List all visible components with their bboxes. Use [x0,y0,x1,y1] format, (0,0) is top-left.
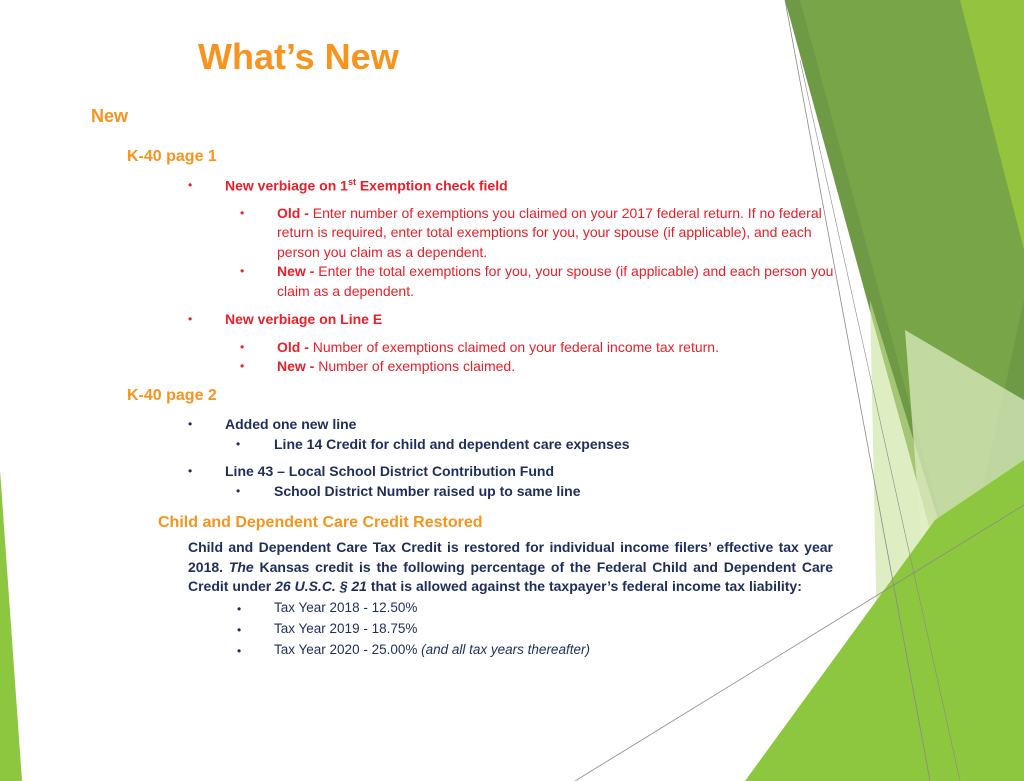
tax-year-2019: Tax Year 2019 - 18.75% [274,621,418,636]
line-e-item: New verbiage on Line E [225,311,383,327]
new-label: New - [277,263,319,279]
line-e-old [277,339,719,355]
exemption-label-a: New verbiage on 1 [225,177,348,194]
k40-page2-heading: K-40 page 2 [127,387,217,404]
exemption-label-sup: st [347,177,356,187]
credit-para-a: Child and Dependent Care Tax Credit is restored for individual income filers’ effective tax year 2018. [188,539,833,575]
line14-item: Line 14 Credit for child and dependent care expenses [274,436,630,452]
bullet: • [188,417,193,431]
tax-year-note: (and all tax years thereafter) [421,642,590,657]
left-green-sliver [0,470,22,781]
old-label: Old - [277,205,313,221]
bullet: • [240,340,245,354]
bullet: • [236,484,241,498]
school-district-item: School District Number raised up to same line [274,483,581,499]
old-exemption-line1 [277,205,822,221]
exemption-field-item [225,177,508,194]
bullet: • [240,206,245,220]
slide-title: What’s New [198,36,399,77]
k40-page1-heading: K-40 page 1 [127,148,217,165]
bullet: • [240,264,245,278]
line43-item: Line 43 – Local School District Contribution Fund [225,463,555,479]
credit-para-c: that is allowed against the taxpayer’s federal income tax liability: [366,578,802,594]
old-text-line2: return is required, enter total exemptions for you, your spouse (if applicable), and each [277,224,812,240]
bullet: • [236,437,241,451]
old-label: Old - [277,339,313,355]
bullet: • [237,644,242,658]
old-text-line3: person you claim as a dependent. [277,244,488,260]
new-exemption-line1 [277,263,833,279]
credit-heading: Child and Dependent Care Credit Restored [158,514,483,531]
exemption-label-b: Exemption check field [355,177,508,194]
credit-para-italic-the: The [228,558,254,575]
section-new-heading: New [91,106,129,126]
bullet: • [237,623,242,637]
new-text-line2: claim as a dependent. [277,283,414,299]
added-line-item: Added one new line [225,416,357,432]
tax-year-2020-line [274,642,590,657]
credit-paragraph [188,538,833,597]
tax-year-2020: Tax Year 2020 - 25.00% [274,642,418,657]
credit-para-b: Kansas credit is the following percentage of the Federal Child and Dependent Care Credit under [188,558,833,594]
line-e-new-text: Number of exemptions claimed. [318,358,516,374]
new-text-line1: Enter the total exemptions for you, your spouse (if applicable) and each person you [318,263,834,279]
bullet: • [188,178,193,192]
bullet: • [188,312,193,326]
old-text-line1: Enter number of exemptions you claimed on your 2017 federal return. If no federal [312,205,822,221]
line-e-old-text: Number of exemptions claimed on your federal income tax return. [312,339,719,355]
line-e-new [277,358,515,374]
bullet: • [237,602,242,616]
credit-para-citation: 26 U.S.C. § 21 [275,578,367,594]
new-label: New - [277,358,319,374]
bullet: • [188,464,193,478]
tax-year-2018: Tax Year 2018 - 12.50% [274,600,418,615]
bullet: • [240,359,245,373]
